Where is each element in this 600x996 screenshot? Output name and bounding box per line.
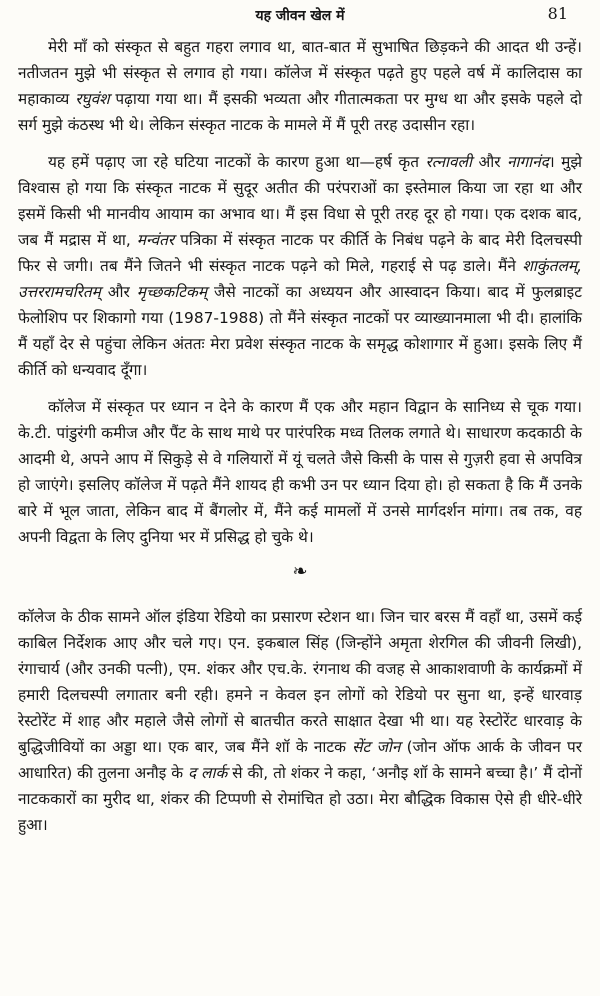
text-run: यह हमें पढ़ाए जा रहे घटिया नाटकों के कारण हुआ था—हर्ष कृत xyxy=(48,153,426,171)
running-head: यह जीवन खेल में xyxy=(255,8,345,24)
italic-title: नागानंद xyxy=(506,153,549,171)
italic-title: मृच्छकटिकम् xyxy=(136,283,208,301)
text-run: पत्रिका में संस्कृत नाटक पर कीर्ति के निबंध पढ़ने के बाद मेरी दिलचस्पी फिर से जगी। तब मैंने जितने भी संस्कृत नाटक पढ़ने को मिले, गहराई से पढ़ डाले। मैंने xyxy=(18,231,583,275)
text-run: और xyxy=(100,283,137,301)
italic-title: रघुवंश xyxy=(75,90,110,108)
page-number: 81 xyxy=(547,4,568,23)
paragraph-3 xyxy=(18,394,582,550)
text-run: जैसे नाटकों का अध्ययन और आस्वादन किया। बाद में फुलब्राइट फेलोशिप पर शिकागो गया (1987-1988) तो मैंने संस्कृत नाटकों पर व्याख्यानमाला भी दी। हालांकि मैं यहाँ देर से पहुंचा लेकिन अंततः मेरा प्रवेश संस्कृत नाटक के समृद्ध कोशागार में हुआ। इसके लिए मैं कीर्ति को धन्यवाद दूँगा। xyxy=(18,283,582,379)
text-run: (जोन ऑफ आर्क के जीवन पर आधारित) की तुलना अनौइ के xyxy=(18,738,582,782)
text-run: से की, तो शंकर ने कहा, ‘अनौइ शॉ के सामने बच्चा है।’ मैं दोनों नाटककारों का मुरीद था, शंकर की टिप्पणी से रोमांचित हो उठा। मेरा बौद्धिक विकास ऐसे ही धीरे-धीरे हुआ। xyxy=(18,764,583,834)
text-run: कॉलेज के ठीक सामने ऑल इंडिया रेडियो का प्रसारण स्टेशन था। जिन चार बरस मैं वहाँ था, उसमें कई काबिल निर्देशक आए और चले गए। एन. इकबाल सिंह (जिन्होंने अमृता शेरगिल की जीवनी लिखी), रंगाचार्य (और उनकी पत्नी), एम. शंकर और एच.के. रंगनाथ की वजह से आकाशवाणी के कार्यक्रमों में हमारी दिलचस्पी लगातार बनी रही। हमने न केवल इन लोगों को रेडियो पर सुना था, इन्हें धारवाड़ रेस्टोरेंट में शाह और महाले जैसे लोगों से बातचीत करते साक्षात देखा भी था। यह रेस्टोरेंट धारवाड़ के बुद्धिजीवियों का अड्डा था। एक बार, जब मैंने शॉ के नाटक xyxy=(18,608,582,756)
paragraph-1 xyxy=(18,34,582,138)
italic-title: मन्वंतर xyxy=(136,231,175,249)
paragraph-2 xyxy=(18,149,582,383)
paragraph-4 xyxy=(18,604,582,838)
italic-title: शाकुंतलम्, उत्तररामचरितम् xyxy=(18,257,582,301)
text-run: और xyxy=(471,153,507,171)
italic-title: रत्नावली xyxy=(425,153,472,171)
text-run: कॉलेज में संस्कृत पर ध्यान न देने के कारण मैं एक और महान विद्वान के सानिध्य से चूक गया। के.टी. पांडुरंगी कमीज और पैंट के साथ माथे पर पारंपरिक मध्व तिलक लगाते थे। साधारण कदकाठी के आदमी थे, अपने आप में सिकुड़े से वे गलियारों में यूं चलते जैसे किसी के पास से गुज़री हवा से अपवित्र हो जाएंगे। इसलिए कॉलेज में पढ़ते मैंने शायद ही कभी उन पर ध्यान दिया हो। हो सकता है कि मैं उनके बारे में भूल जाता, लेकिन बाद में बैंगलोर में, मैंने कई मामलों में उनसे मार्गदर्शन मांगा। तब तक, वह अपनी विद्वता के लिए दुनिया भर में प्रसिद्ध हो चुके थे। xyxy=(18,398,582,546)
text-run: पढ़ाया गया था। मैं इसकी भव्यता और गीतात्मकता पर मुग्ध था और इसके पहले दो सर्ग मुझे कंठस्थ भी थे। लेकिन संस्कृत नाटक के मामले में मैं पूरी तरह उदासीन रहा। xyxy=(18,90,582,134)
text-run: । मुझे विश्वास हो गया कि संस्कृत नाटक में सुदूर अतीत की परंपराओं का इस्तेमाल किया जा रहा था और इसमें किसी भी मानवीय आयाम का अभाव था। मैं इस विधा से पूरी तरह दूर हो गया। एक दशक बाद, जब मैं मद्रास में था, xyxy=(18,153,582,249)
italic-title: द लार्क xyxy=(187,764,228,782)
text-run: मेरी माँ को संस्कृत से बहुत गहरा लगाव था, बात-बात में सुभाषित छिड़कने की आदत थी उन्हें। नतीजतन मुझे भी संस्कृत से लगाव हो गया। कॉलेज में संस्कृत पढ़ते हुए पहले वर्ष में कालिदास का महाकाव्य xyxy=(18,38,582,108)
italic-title: सेंट जोन xyxy=(352,738,401,756)
page-header xyxy=(18,0,582,34)
section-break-ornament-icon: ❧ xyxy=(292,561,308,582)
